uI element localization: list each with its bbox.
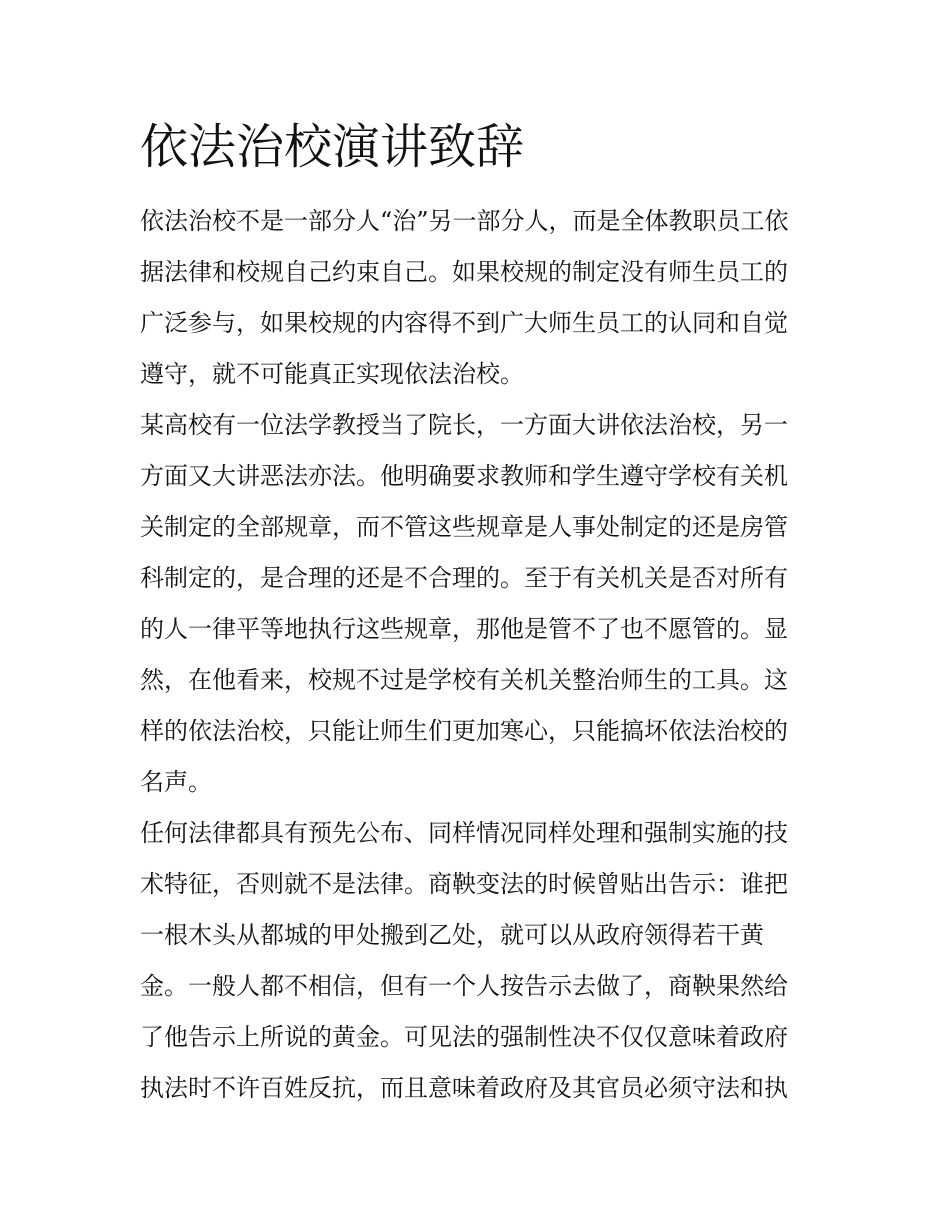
paragraph-line: 科制定的，是合理的还是不合理的。至于有关机关是否对所有 [140, 564, 788, 592]
paragraph-line: 广泛参与，如果校规的内容得不到广大师生员工的认同和自觉 [140, 309, 788, 337]
paragraph-line: 样的依法治校，只能让师生们更加寒心，只能搞坏依法治校的 [140, 717, 788, 745]
paragraph-line: 名声。 [140, 768, 212, 796]
paragraph-line: 然，在他看来，校规不过是学校有关机关整治师生的工具。这 [140, 666, 788, 694]
paragraph-2 [140, 400, 820, 808]
paragraph-line: 金。一般人都不相信，但有一个人按告示去做了，商鞅果然给 [140, 972, 788, 1000]
paragraph-line: 某高校有一位法学教授当了院长，一方面大讲依法治校，另一 [140, 411, 788, 439]
paragraph-line: 任何法律都具有预先公布、同样情况同样处理和强制实施的技 [140, 819, 788, 847]
paragraph-3 [140, 808, 820, 1114]
paragraph-line: 关制定的全部规章，而不管这些规章是人事处制定的还是房管 [140, 513, 788, 541]
paragraph-line: 术特征，否则就不是法律。商鞅变法的时候曾贴出告示：谁把 [140, 870, 788, 898]
document-body [140, 196, 820, 1114]
paragraph-line: 的人一律平等地执行这些规章，那他是管不了也不愿管的。显 [140, 615, 788, 643]
paragraph-1 [140, 196, 820, 400]
paragraph-line: 了他告示上所说的黄金。可见法的强制性决不仅仅意味着政府 [140, 1023, 788, 1051]
paragraph-line: 依法治校不是一部分人“治”另一部分人，而是全体教职员工依 [140, 207, 789, 235]
paragraph-line: 据法律和校规自己约束自己。如果校规的制定没有师生员工的 [140, 258, 788, 286]
paragraph-line: 一根木头从都城的甲处搬到乙处，就可以从政府领得若干黄 [140, 921, 764, 949]
document-title: 依法治校演讲致辞 [140, 119, 525, 175]
paragraph-line: 执法时不许百姓反抗，而且意味着政府及其官员必须守法和执 [140, 1074, 788, 1102]
paragraph-line: 方面又大讲恶法亦法。他明确要求教师和学生遵守学校有关机 [140, 462, 788, 490]
paragraph-line: 遵守，就不可能真正实现依法治校。 [140, 360, 524, 388]
